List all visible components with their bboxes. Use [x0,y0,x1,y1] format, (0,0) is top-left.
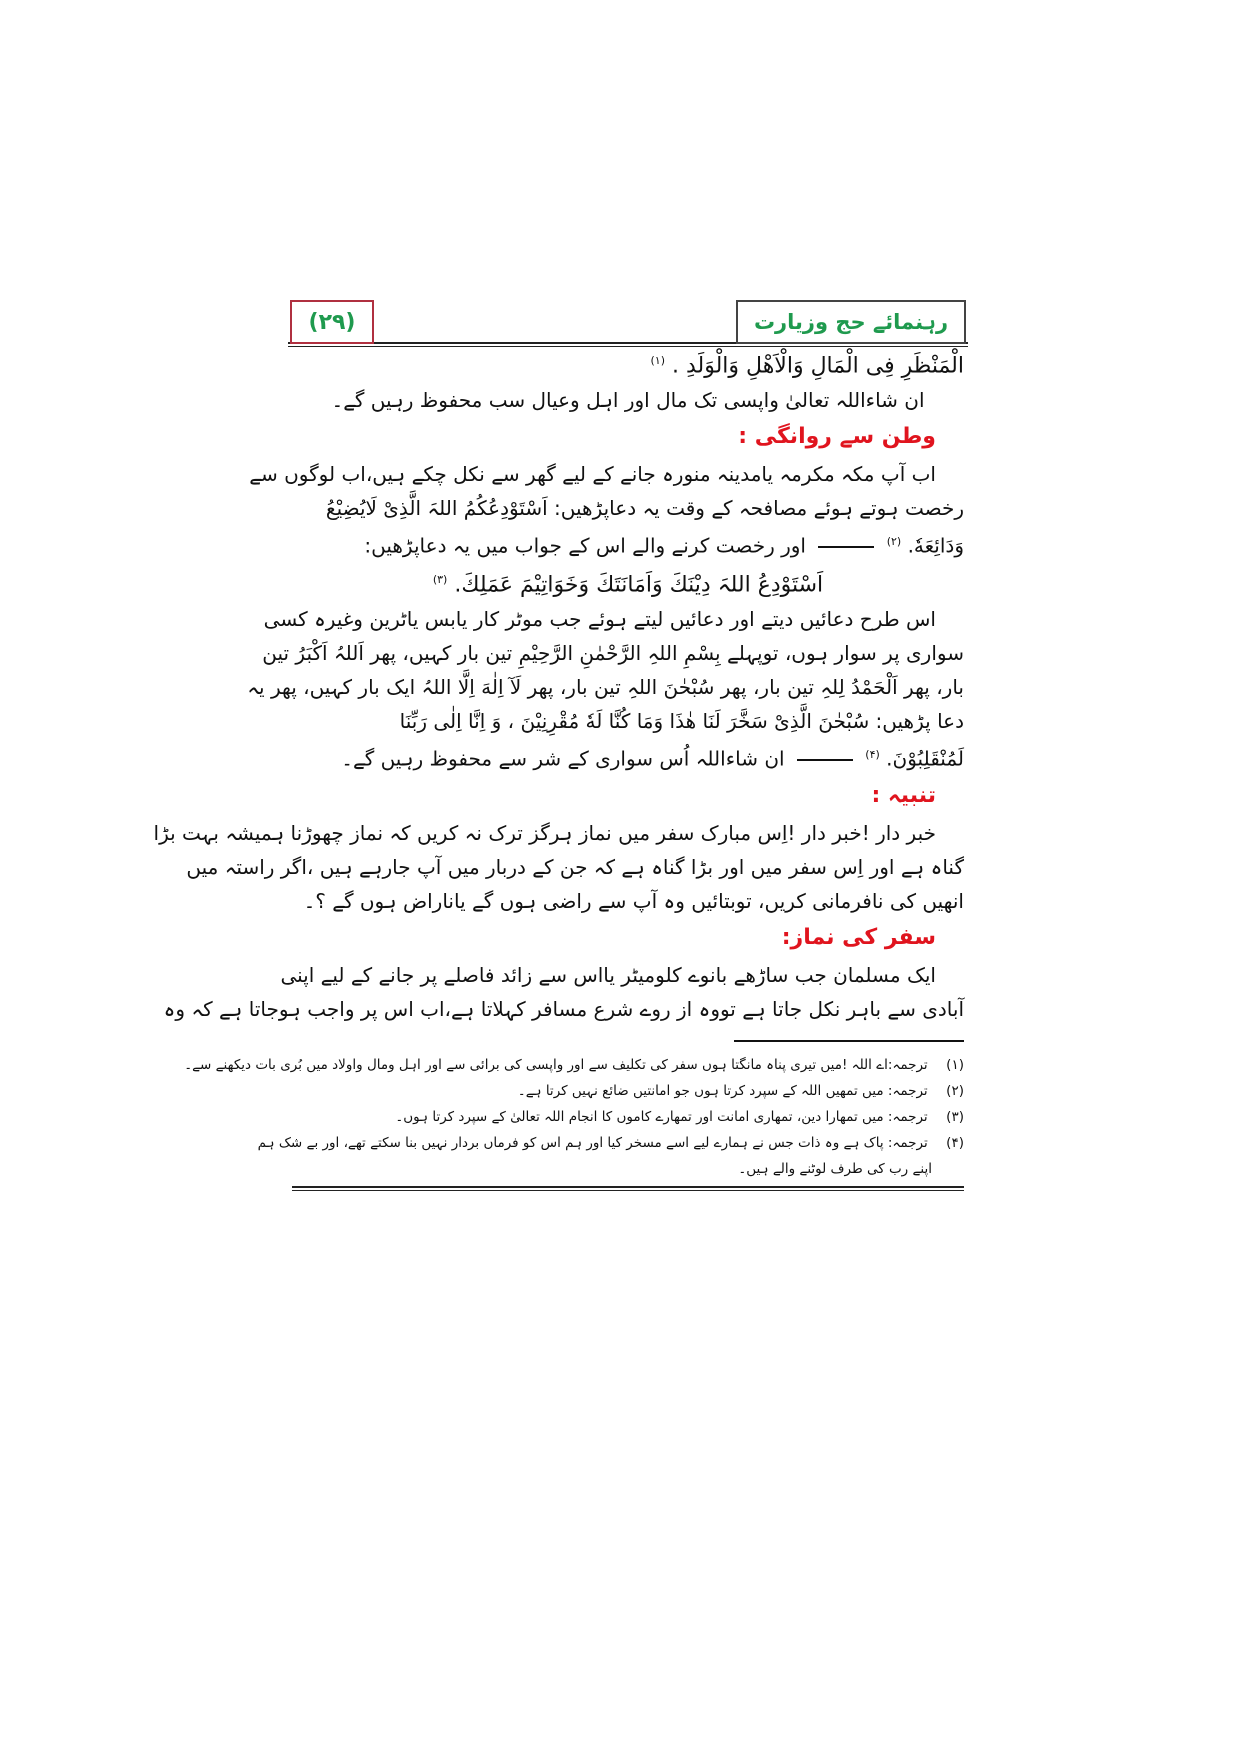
dash-separator [818,546,874,548]
page [153,300,968,1191]
footnote-text: ترجمہ:اے اللہ !میں تیری پناہ مانگتا ہوں سفر کی تکلیف سے اور واپسی کی برائی سے اور اہل ومال واولاد میں بُری بات دیکھنے سے۔ [184,1056,928,1073]
page-header [288,300,968,344]
translation-line: ان شاءاللہ تعالیٰ واپسی تک مال اور اہل وعیال سب محفوظ رہیں گے۔ [331,388,925,413]
arabic-line [292,344,964,383]
arabic-text: اَسْتَوْدِعُ اللہَ دِیْنَكَ وَاَمَانَتَكَ وَخَوَاتِیْمَ عَمَلِكَ. [454,572,824,598]
paragraph-line: اب آپ مکہ مکرمہ یامدینہ منورہ جانے کے لیے گھر سے نکل چکے ہیں،اب لوگوں سے [249,462,936,487]
footnote-number: (۳) [946,1108,964,1125]
urdu-text: ان شاءاللہ اُس سواری کے شر سے محفوظ رہیں گے۔ [341,746,785,771]
paragraph-line: بار، پھر اَلْحَمْدُ لِلہِ تین بار، پھر سُبْحٰنَ اللہِ تین بار، پھر لَآ اِلٰهَ اِلَّا اللہُ ایک بار کہیں، پھر یہ [247,675,964,700]
paragraph-line: سواری پر سوار ہوں، توپہلے بِسْمِ اللہِ الرَّحْمٰنِ الرَّحِیْمِ تین بار کہیں، پھر اَللہُ اَکْبَرُ تین [262,641,964,666]
footnote-ref: (۱) [650,354,665,367]
paragraph-line: ایک مسلمان جب ساڑھے بانوے کلومیٹر یااس سے زائد فاصلے پر جانے کے لیے اپنی [280,962,936,987]
footnote-text: ترجمہ: میں تمھیں اللہ کے سپرد کرتا ہوں جو امانتیں ضائع نہیں کرتا ہے۔ [517,1082,928,1099]
paragraph-line: دعا پڑھیں: سُبْحٰنَ الَّذِیْ سَخَّرَ لَنَا هٰذَا وَمَا کُنَّا لَهٗ مُقْرِنِیْنَ ، وَ اِنَّا اِلٰی رَبِّنَا [399,709,964,734]
footnote-number: (۱) [946,1056,964,1073]
paragraph-line: گناہ ہے اور اِس سفر میں اور بڑا گناہ ہے کہ جن کے دربار میں آپ جارہے ہیں ،اگر راستہ میں [186,854,964,879]
arabic-text: الْمَنْظَرِ فِی الْمَالِ وَالْاَهْلِ وَالْوَلَدِ . [672,353,964,379]
footnote-number: (۴) [946,1134,964,1151]
footnote-text: ترجمہ: میں تمھارا دین، تمھاری امانت اور تمھارے کاموں کا انجام اللہ تعالیٰ کے سپرد کرتا ہوں۔ [395,1108,928,1125]
footnote-separator [734,1040,964,1042]
footnote-ref: (۳) [432,572,448,586]
urdu-text: اور رخصت کرنے والے اس کے جواب میں یہ دعاپڑھیں: [364,533,806,558]
paragraph-line: خبر دار !خبر دار !اِس مبارک سفر میں نماز ہرگز ترک نہ کریں کہ نماز چھوڑنا ہمیشہ بہت بڑا [153,820,936,845]
footnote-text: ترجمہ: پاک ہے وہ ذات جس نے ہمارے لیے اسے مسخر کیا اور ہم اس کو فرماں بردار نہیں بنا سکتے تھے، اور بے شک ہم [257,1134,928,1151]
page-content [153,344,968,1191]
paragraph-line: اس طرح دعائیں دیتے اور دعائیں لیتے ہوئے جب موٹر کار یابس یاٹرین وغیرہ کسی [263,607,936,632]
page-number: (۲۹) [308,309,356,335]
section-heading-travel-prayer: سفر کی نماز: [781,924,936,950]
footnote [292,1078,964,1104]
section-heading-warning: تنبیہ : [871,782,936,808]
dash-separator [797,759,853,761]
footnote-number: (۲) [946,1082,964,1099]
book-title-box [736,300,966,344]
bottom-rule [292,1186,964,1191]
footnote [257,1130,964,1156]
paragraph-line [292,525,964,563]
arabic-line [292,563,964,602]
paragraph-line: آبادی سے باہر نکل جاتا ہے تووہ از روے شرع مسافر کہلاتا ہے،اب اس پر واجب ہوجاتا ہے کہ وہ [163,996,964,1021]
footnote-continuation: اپنے رب کی طرف لوٹنے والے ہیں۔ [738,1160,932,1177]
footnote [292,1104,964,1130]
footnote-ref: (۲) [886,535,902,549]
footnote-ref: (۴) [865,748,880,762]
page-number-box [290,300,374,344]
paragraph-line: انھیں کی نافرمانی کریں، توبتائیں وہ آپ سے راضی ہوں گے یاناراض ہوں گے ؟۔ [303,888,964,913]
paragraph-line: رخصت ہوتے ہوئے مصافحہ کے وقت یہ دعاپڑھیں: اَسْتَوْدِعُکُمُ اللہَ الَّذِیْ لَایُضِیْعُ [325,496,964,521]
footnote [184,1052,964,1078]
arabic-text: لَمُنْقَلِبُوْنَ. [886,746,964,771]
paragraph-line [292,738,964,776]
book-title: رہنمائے حج وزیارت [753,310,949,334]
arabic-text: وَدَائِعَهٗ. [907,533,964,558]
section-heading-departure: وطن سے روانگی : [738,424,936,450]
